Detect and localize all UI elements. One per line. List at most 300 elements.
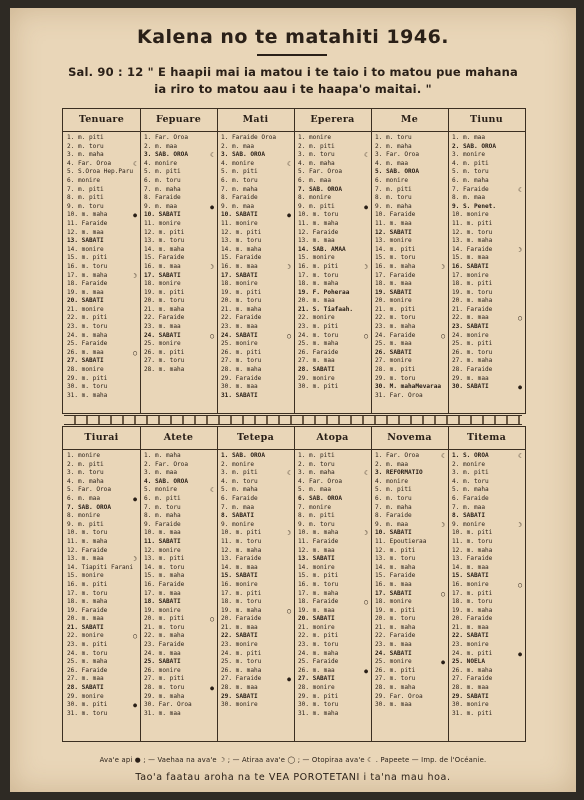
day-label: 26. Faraide (67, 666, 108, 674)
day-label: 20. m. maa (298, 297, 335, 305)
day-label: 28. m. maha (221, 366, 262, 374)
day-entry (67, 564, 140, 573)
day-entry (375, 624, 448, 633)
day-entry (144, 555, 217, 564)
day-label: 10. Faraide (375, 211, 416, 219)
day-entry (298, 452, 371, 461)
day-entry (452, 306, 525, 315)
day-label: 29. m. maa (452, 374, 489, 382)
day-label: 23. monire (221, 641, 258, 649)
last-quarter-icon: ☾ (287, 469, 291, 478)
day-entry (67, 632, 140, 641)
day-label: 14. monire (298, 563, 335, 571)
day-entry (298, 143, 371, 152)
full-moon-icon: ◯ (210, 615, 214, 624)
day-label: 14. m. maa (221, 563, 258, 571)
day-entry (221, 667, 294, 676)
day-label: 15. m. maa (452, 254, 489, 262)
day-label: 1. m. maa (452, 134, 486, 141)
day-label: 5. m. toru (452, 168, 489, 176)
day-label: 3. monire (452, 151, 486, 159)
day-label: 2. m. maa (375, 460, 409, 468)
day-label: 16. m. maha (375, 262, 416, 270)
day-list (217, 450, 294, 710)
day-entry (375, 538, 448, 547)
day-label: 5. m. maa (298, 486, 332, 494)
day-entry (67, 143, 140, 152)
day-entry (67, 246, 140, 255)
day-label: 12. m. maa (67, 228, 104, 236)
day-entry (452, 461, 525, 470)
day-entry (221, 581, 294, 590)
day-label: 24. m. toru (298, 331, 339, 339)
day-label: 27. Faraide (221, 675, 262, 683)
day-entry (67, 323, 140, 332)
day-label: 16. m. maa (144, 262, 181, 270)
day-label: 14. m. maha (375, 563, 416, 571)
day-label: 12. m. piti (375, 546, 416, 554)
moon-phase-legend: Ava'e api ● ; — Vaehaa na ava'e ☽ ; — Atiraa ava'e ◯ ; — Otopiraa ava'e ☾ . Papeete — Imp. de l'Océanie. (99, 756, 487, 764)
new-moon-icon: ● (287, 675, 291, 684)
day-entry (67, 314, 140, 323)
day-entry (221, 220, 294, 229)
day-label: 15. Faraide (221, 254, 262, 262)
day-label: 23. m. maa (221, 323, 258, 331)
day-entry (221, 598, 294, 607)
day-entry (144, 237, 217, 246)
day-entry (375, 469, 448, 478)
day-label: 29. m. piti (67, 374, 108, 382)
day-entry (221, 486, 294, 495)
day-label: 24. m. toru (67, 649, 108, 657)
day-entry (144, 461, 217, 470)
day-label: 23. SABATI (452, 323, 489, 331)
day-entry (67, 486, 140, 495)
last-quarter-icon: ☾ (364, 151, 368, 160)
day-label: 26. SABATI (375, 348, 412, 356)
day-label: 23. m. maa (144, 323, 181, 331)
day-label: 2. m. maa (144, 142, 178, 150)
day-label: 18. m. maha (298, 280, 339, 288)
day-label: 27. m. toru (375, 675, 416, 683)
day-label: 9. m. maa (375, 520, 409, 528)
day-label: 26. m. piti (221, 348, 262, 356)
day-label: 18. m. piti (452, 280, 493, 288)
day-label: 12. m. maha (221, 546, 262, 554)
day-label: 15. m. piti (67, 254, 108, 262)
day-label: 18. m. toru (452, 598, 493, 606)
day-entry (298, 272, 371, 281)
page-title: Kalena no te matahiti 1946. (136, 26, 450, 48)
day-label: 11. m. maa (375, 219, 412, 227)
day-label: 15. monire (298, 254, 335, 262)
day-entry (221, 392, 294, 401)
day-label: 13. m. maa (67, 555, 104, 563)
day-label: 9. S. Penet. (452, 202, 497, 210)
day-label: 8. m. piti (298, 512, 335, 520)
day-label: 19. monire (144, 606, 181, 614)
day-label: 15. Faraide (144, 254, 185, 262)
day-label: 14. m. maha (144, 245, 185, 253)
day-entry (452, 529, 525, 538)
day-label: 29. m. piti (298, 692, 339, 700)
day-entry (221, 289, 294, 298)
day-entry (452, 667, 525, 676)
day-label: 10. m. piti (452, 529, 493, 537)
day-label: 5. Far. Oroa (67, 486, 112, 494)
day-entry (221, 675, 294, 684)
day-entry (67, 220, 140, 229)
day-label: 29. monire (67, 692, 104, 700)
day-label: 20. m. maha (452, 297, 493, 305)
day-entry (221, 211, 294, 220)
day-entry (375, 134, 448, 143)
day-entry (144, 323, 217, 332)
day-entry (452, 160, 525, 169)
day-entry (452, 701, 525, 710)
day-entry (144, 684, 217, 693)
last-quarter-icon: ☾ (364, 469, 368, 478)
day-entry (375, 478, 448, 487)
day-entry (221, 246, 294, 255)
month-name: Fepuare (140, 109, 217, 132)
day-label: 21. m. maa (221, 623, 258, 631)
day-label: 30. SABATI (452, 383, 489, 391)
day-entry (67, 624, 140, 633)
day-label: 30. m. maa (375, 701, 412, 709)
day-entry (221, 547, 294, 556)
day-label: 1. Far. Oroa (375, 452, 420, 459)
first-quarter-icon: ☽ (364, 262, 368, 271)
day-entry (375, 529, 448, 538)
day-label: 3. m. maa (144, 469, 178, 477)
day-label: 9. m. piti (67, 520, 104, 528)
day-entry (144, 590, 217, 599)
day-label: 4. m. piti (452, 159, 489, 167)
day-entry (452, 194, 525, 203)
day-label: 4. m. toru (452, 477, 489, 485)
day-label: 8. m. toru (375, 194, 412, 202)
day-label: 10. m. toru (298, 211, 339, 219)
day-entry (144, 203, 217, 212)
day-label: 10. SABATI (221, 211, 258, 219)
month-column (140, 427, 218, 741)
day-label: 2. monire (452, 460, 486, 468)
day-label: 5. m. piti (144, 168, 181, 176)
day-label: 27. SABATI (67, 357, 104, 365)
day-label: 17. m. toru (67, 589, 108, 597)
day-label: 28. Faraide (452, 366, 493, 374)
day-entry (298, 306, 371, 315)
day-label: 18. monire (144, 280, 181, 288)
day-label: 31. m. maa (144, 709, 181, 717)
day-entry (452, 366, 525, 375)
day-entry (67, 297, 140, 306)
day-entry (452, 237, 525, 246)
day-entry (221, 641, 294, 650)
day-label: 19. m. piti (221, 288, 262, 296)
day-entry (298, 263, 371, 272)
day-label: 27. m. maha (452, 357, 493, 365)
day-label: 5. m. piti (221, 168, 258, 176)
day-label: 15. monire (67, 572, 104, 580)
day-label: 15. m. piti (298, 572, 339, 580)
day-entry (67, 392, 140, 401)
day-entry (375, 340, 448, 349)
day-entry (375, 615, 448, 624)
day-entry (144, 675, 217, 684)
day-entry (67, 495, 140, 504)
month-column (140, 109, 218, 413)
day-entry (452, 504, 525, 513)
day-label: 15. m. toru (375, 254, 416, 262)
day-entry (67, 177, 140, 186)
day-entry (298, 650, 371, 659)
day-entry (67, 349, 140, 358)
day-entry (375, 504, 448, 513)
day-label: 1. m. maha (144, 452, 181, 459)
day-label: 19. F. Poheraa (298, 288, 350, 296)
day-entry (452, 186, 525, 195)
day-entry (221, 495, 294, 504)
day-label: 12. m. piti (221, 228, 262, 236)
day-entry (452, 581, 525, 590)
day-entry (298, 512, 371, 521)
day-label: 19. m. maha (452, 606, 493, 614)
first-quarter-icon: ☽ (518, 520, 522, 529)
day-label: 25. m. maa (375, 340, 412, 348)
day-label: 31. m. maha (298, 709, 339, 717)
day-label: 8. m. maha (144, 512, 181, 520)
day-entry (67, 469, 140, 478)
day-entry (67, 478, 140, 487)
day-entry (298, 658, 371, 667)
last-quarter-icon: ☾ (518, 452, 522, 460)
day-label: 16. m. maa (221, 262, 258, 270)
day-label: 9. monire (221, 520, 255, 528)
day-entry (67, 280, 140, 289)
day-label: 20. SABATI (298, 615, 335, 623)
day-label: 31. m. toru (67, 709, 108, 717)
day-entry (144, 641, 217, 650)
day-entry (144, 280, 217, 289)
day-entry (67, 332, 140, 341)
day-list (294, 132, 371, 392)
day-entry (144, 211, 217, 220)
day-label: 1. S. OROA (452, 452, 489, 459)
day-entry (375, 452, 448, 461)
day-label: 26. m. piti (144, 348, 185, 356)
day-label: 28. SABATI (67, 684, 104, 692)
full-moon-icon: ◯ (441, 331, 445, 340)
day-label: 7. SAB. OROA (298, 185, 343, 193)
day-entry (375, 151, 448, 160)
day-entry (452, 658, 525, 667)
day-entry (67, 306, 140, 315)
day-label: 5. SAB. OROA (375, 168, 420, 176)
day-entry (67, 555, 140, 564)
day-label: 21. S. Tiafaah. (298, 305, 354, 313)
day-label: 5. monire (144, 486, 178, 494)
day-label: 18. m. maha (67, 598, 108, 606)
day-entry (221, 349, 294, 358)
day-label: 9. m. maa (221, 202, 255, 210)
day-label: 11. m. maha (298, 219, 339, 227)
day-label: 7. m. maha (144, 185, 181, 193)
day-label: 29. Faraide (221, 374, 262, 382)
day-label: 6. monire (67, 176, 101, 184)
day-entry (144, 134, 217, 143)
month-column (63, 109, 141, 413)
day-entry (375, 486, 448, 495)
day-label: 5. S.Oroa Hep.Paru (67, 168, 134, 176)
day-label: 8. Faraide (375, 512, 412, 520)
day-entry (298, 667, 371, 676)
day-label: 9. Faraide (144, 520, 181, 528)
day-entry (67, 658, 140, 667)
day-entry (375, 314, 448, 323)
day-label: 3. m. piti (221, 469, 258, 477)
day-label: 2. m. maha (375, 142, 412, 150)
day-label: 4. m. maa (375, 159, 409, 167)
day-label: 11. Faraide (67, 219, 108, 227)
day-entry (375, 186, 448, 195)
day-entry (67, 598, 140, 607)
day-entry (298, 684, 371, 693)
day-entry (144, 650, 217, 659)
day-label: 6. m. maha (452, 176, 489, 184)
day-entry (144, 340, 217, 349)
day-entry (221, 564, 294, 573)
day-label: 21. Faraide (452, 305, 493, 313)
day-label: 11. m. piti (452, 219, 493, 227)
day-entry (67, 168, 140, 177)
day-entry (298, 314, 371, 323)
day-entry (298, 211, 371, 220)
day-label: 7. m. maa (221, 503, 255, 511)
month-name: Mati (217, 109, 294, 132)
day-entry (67, 512, 140, 521)
day-label: 13. SABATI (67, 237, 104, 245)
day-list (448, 450, 525, 718)
day-label: 4. Far. Oroa (67, 159, 112, 167)
day-label: 4. m. toru (221, 477, 258, 485)
footer-dedication: Tao'a faatau aroha na te VEA POROTETANI i ta'na mau hoa. (135, 772, 451, 783)
day-label: 24. monire (452, 331, 489, 339)
day-label: 30. m. maa (221, 383, 258, 391)
day-entry (67, 383, 140, 392)
day-label: 27. m. maa (67, 675, 104, 683)
day-label: 13. Faraide (452, 555, 493, 563)
day-label: 18. monire (221, 280, 258, 288)
day-entry (144, 581, 217, 590)
day-entry (298, 624, 371, 633)
day-label: 5. m. maha (221, 486, 258, 494)
day-entry (375, 272, 448, 281)
day-entry (452, 297, 525, 306)
day-entry (452, 151, 525, 160)
day-entry (452, 590, 525, 599)
day-label: 2. m. toru (67, 142, 104, 150)
day-label: 16. SABATI (452, 262, 489, 270)
day-entry (298, 555, 371, 564)
day-entry (452, 607, 525, 616)
day-label: 8. Faraide (144, 194, 181, 202)
day-entry (221, 280, 294, 289)
day-label: 18. Faraide (298, 598, 339, 606)
full-moon-icon: ◯ (518, 314, 522, 323)
day-entry (67, 211, 140, 220)
new-moon-icon: ● (287, 211, 291, 220)
day-label: 10. m. maha (298, 529, 339, 537)
day-entry (221, 572, 294, 581)
day-entry (221, 186, 294, 195)
day-label: 16. m. toru (298, 580, 339, 588)
day-entry (298, 340, 371, 349)
month-column (217, 109, 295, 413)
day-label: 16. Faraide (144, 580, 185, 588)
day-label: 6. m. toru (144, 176, 181, 184)
day-list (294, 450, 371, 718)
day-entry (452, 289, 525, 298)
day-label: 19. Faraide (67, 606, 108, 614)
day-entry (221, 478, 294, 487)
day-label: 10. m. toru (67, 529, 108, 537)
day-entry (67, 203, 140, 212)
day-label: 21. SABATI (67, 623, 104, 631)
day-label: 16. monire (221, 580, 258, 588)
day-entry (298, 366, 371, 375)
day-entry (67, 229, 140, 238)
day-label: 4. Far. Oroa (298, 477, 343, 485)
day-label: 5. m. maha (452, 486, 489, 494)
day-entry (298, 529, 371, 538)
day-entry (144, 151, 217, 160)
day-entry (221, 684, 294, 693)
day-label: 25. monire (144, 340, 181, 348)
day-label: 19. m. piti (375, 606, 416, 614)
day-entry (67, 529, 140, 538)
day-entry (375, 306, 448, 315)
day-label: 14. m. maa (452, 563, 489, 571)
day-entry (144, 254, 217, 263)
full-moon-icon: ◯ (287, 606, 291, 615)
day-entry (144, 547, 217, 556)
day-entry (375, 667, 448, 676)
day-list (63, 450, 140, 718)
day-label: 20. Faraide (452, 615, 493, 623)
day-label: 6. SAB. OROA (298, 494, 343, 502)
day-label: 26. m. maha (452, 666, 493, 674)
day-label: 21. m. maha (375, 623, 416, 631)
day-label: 8. m. piti (67, 194, 104, 202)
day-label: 16. m. piti (67, 580, 108, 588)
day-label: 17. m. piti (452, 589, 493, 597)
day-label: 28. m. toru (144, 684, 185, 692)
last-quarter-icon: ☾ (210, 486, 214, 495)
day-entry (375, 521, 448, 530)
day-entry (144, 332, 217, 341)
day-entry (452, 323, 525, 332)
day-label: 6. m. toru (375, 494, 412, 502)
day-entry (375, 168, 448, 177)
day-label: 4. m. maha (67, 477, 104, 485)
day-entry (375, 392, 448, 401)
day-label: 11. monire (144, 219, 181, 227)
day-label: 23. m. maha (375, 323, 416, 331)
day-entry (375, 254, 448, 263)
day-entry (375, 289, 448, 298)
